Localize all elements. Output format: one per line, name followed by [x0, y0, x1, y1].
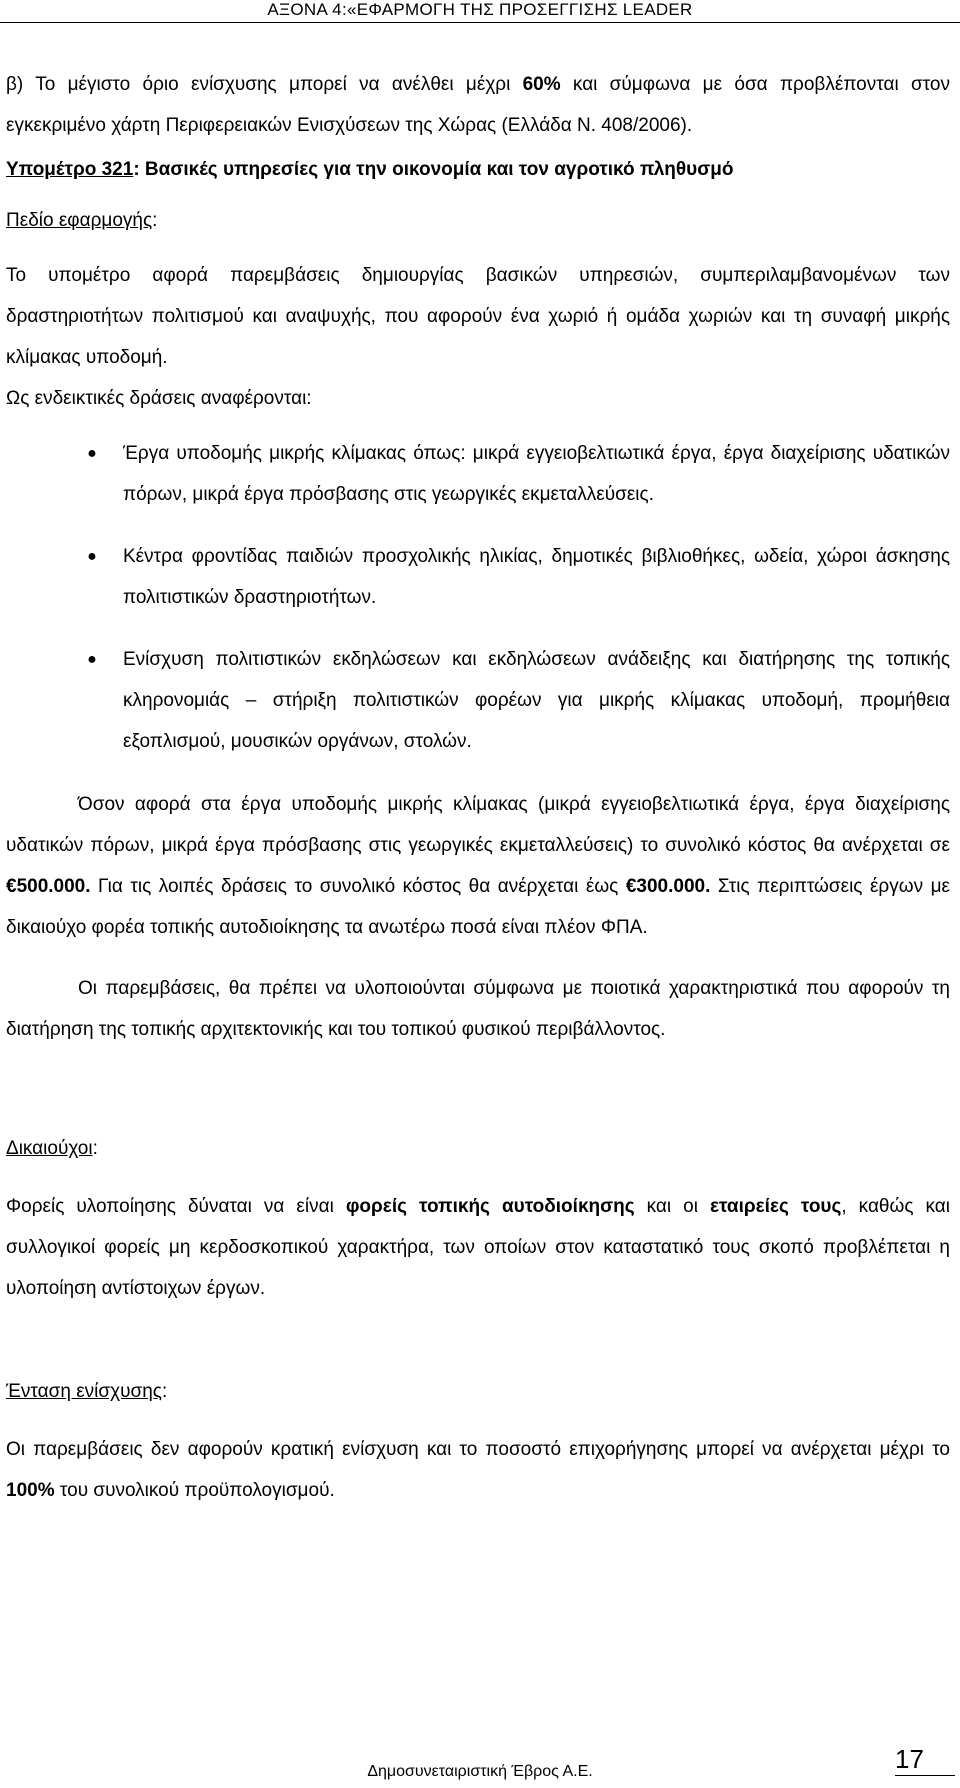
bullet-icon: ● — [87, 651, 97, 668]
list-item — [6, 433, 950, 515]
cost-amount-1: €500.000. — [6, 876, 91, 897]
measure-label: Υπομέτρο 321 — [6, 159, 134, 180]
intensity-percent: 100% — [6, 1480, 55, 1501]
beneficiaries-text-3: , καθώς και συλλογικοί φορείς μη κερδοσκοπικού χαρακτήρα, των οποίων στον καταστατικό τους σκοπό προβλέπεται η υλοποίηση αντίστοιχων έργων. — [6, 1196, 950, 1299]
cost-text-3: Στις περιπτώσεις έργων με δικαιούχο φορέα τοπικής αυτοδιοίκησης τα ανωτέρω ποσά είναι πλέον ΦΠΑ. — [6, 876, 950, 938]
intensity-heading-label: Ένταση ενίσχυσης — [6, 1381, 162, 1402]
cost-paragraph — [6, 784, 950, 948]
intensity-heading-colon: : — [161, 1381, 168, 1402]
spacer — [6, 948, 950, 968]
beneficiaries-heading-label: Δικαιούχοι — [6, 1138, 93, 1159]
paragraph-aid-limit — [6, 64, 950, 146]
beneficiaries-bold-1: φορείς τοπικής αυτοδιοίκησης — [345, 1196, 635, 1217]
bullet-icon: ● — [87, 548, 97, 565]
scope-heading — [6, 200, 950, 241]
footer-company: Δημοσυνεταιριστική Έβρος Α.Ε. — [367, 1763, 593, 1780]
spacer — [6, 1309, 950, 1371]
page-number: 17 — [895, 1744, 924, 1774]
intensity-text-1: Οι παρεμβάσεις δεν αφορούν κρατική ενίσχυση και το ποσοστό επιχορήγησης μπορεί να ανέρχεται μέχρι το — [6, 1439, 950, 1460]
cost-text-2: Για τις λοιπές δράσεις το συνολικό κόστος θα ανέρχεται έως — [90, 876, 626, 897]
beneficiaries-heading — [6, 1128, 950, 1169]
cost-text-1: Όσον αφορά στα έργα υποδομής μικρής κλίμακας (μικρά εγγειοβελτιωτικά έργα, έργα διαχείρισης υδατικών πόρων, μικρά έργα πρόσβασης στις γεωργικές εκμεταλλεύσεις) το συνολικό κόστος θα ανέρχεται σε — [6, 794, 950, 856]
actions-list — [6, 433, 950, 762]
list-item — [6, 639, 950, 762]
list-item-text: Κέντρα φροντίδας παιδιών προσχολικής ηλικίας, δημοτικές βιβλιοθήκες, ωδεία, χώροι άσκησης πολιτιστικών δραστηριοτήτων. — [123, 546, 950, 608]
beneficiaries-text-1: Φορείς υλοποίησης δύναται να είναι — [6, 1196, 346, 1217]
aid-limit-text: β) Το μέγιστο όριο ενίσχυσης μπορεί να ανέλθει μέχρι — [6, 74, 523, 95]
cost-amount-2: €300.000. — [625, 876, 711, 897]
list-item — [6, 536, 950, 618]
aid-limit-text-end: και σύμφωνα με όσα προβλέπονται στον εγκεκριμένο χάρτη Περιφερειακών Ενισχύσεων της Χώρας (Ελλάδα Ν. 408/2006). — [6, 74, 950, 136]
page-header: ΑΞΟΝΑ 4:«ΕΦΑΡΜΟΓΗ ΤΗΣ ΠΡΟΣΕΓΓΙΣΗΣ LEADER — [267, 0, 693, 19]
interventions-paragraph: Οι παρεμβάσεις, θα πρέπει να υλοποιούνται σύμφωνα με ποιοτικά χαρακτηριστικά που αφορούν τη διατήρηση της τοπικής αρχιτεκτονικής και του τοπικού φυσικού περιβάλλοντος. — [6, 978, 950, 1040]
scope-text: Το υπομέτρο αφορά παρεμβάσεις δημιουργίας βασικών υπηρεσιών, συμπεριλαμβανομένων των δραστηριοτήτων πολιτισμού και αναψυχής, που αφορούν ένα χωριό ή ομάδα χωριών και τη συναφή μικρής κλίμακας υποδομή. — [6, 265, 950, 368]
scope-heading-label: Πεδίο εφαρμογής — [6, 210, 153, 231]
scope-heading-colon: : — [152, 210, 158, 231]
actions-intro: Ως ενδεικτικές δράσεις αναφέρονται: — [6, 388, 312, 409]
intensity-heading — [6, 1371, 950, 1412]
intensity-text-2: του συνολικού προϋπολογισμού. — [54, 1480, 335, 1501]
aid-limit-percent: 60% — [522, 74, 561, 95]
beneficiaries-text-2: και οι — [634, 1196, 710, 1217]
intensity-paragraph — [6, 1429, 950, 1511]
list-item-text: Έργα υποδομής μικρής κλίμακας όπως: μικρά εγγειοβελτιωτικά έργα, έργα διαχείρισης υδατικών πόρων, μικρά έργα πρόσβασης στις γεωργικές εκμεταλλεύσεις. — [123, 443, 950, 505]
beneficiaries-bold-2: εταιρείες τους — [709, 1196, 842, 1217]
measure-heading — [6, 149, 950, 190]
beneficiaries-heading-colon: : — [92, 1138, 98, 1159]
list-item-text: Ενίσχυση πολιτιστικών εκδηλώσεων και εκδηλώσεων ανάδειξης και διατήρησης της τοπικής κληρονομιάς – στήριξη πολιτιστικών φορέων για μικρής κλίμακας υποδομή, προμήθεια εξοπλισμού, μουσικών οργάνων, στολών. — [123, 649, 950, 752]
header-divider — [0, 22, 960, 23]
bullet-icon: ● — [87, 445, 97, 462]
spacer — [6, 1050, 950, 1128]
measure-title: : Βασικές υπηρεσίες για την οικονομία και τον αγροτικό πληθυσμό — [133, 159, 734, 180]
document-body — [6, 64, 950, 1511]
beneficiaries-paragraph — [6, 1186, 950, 1309]
